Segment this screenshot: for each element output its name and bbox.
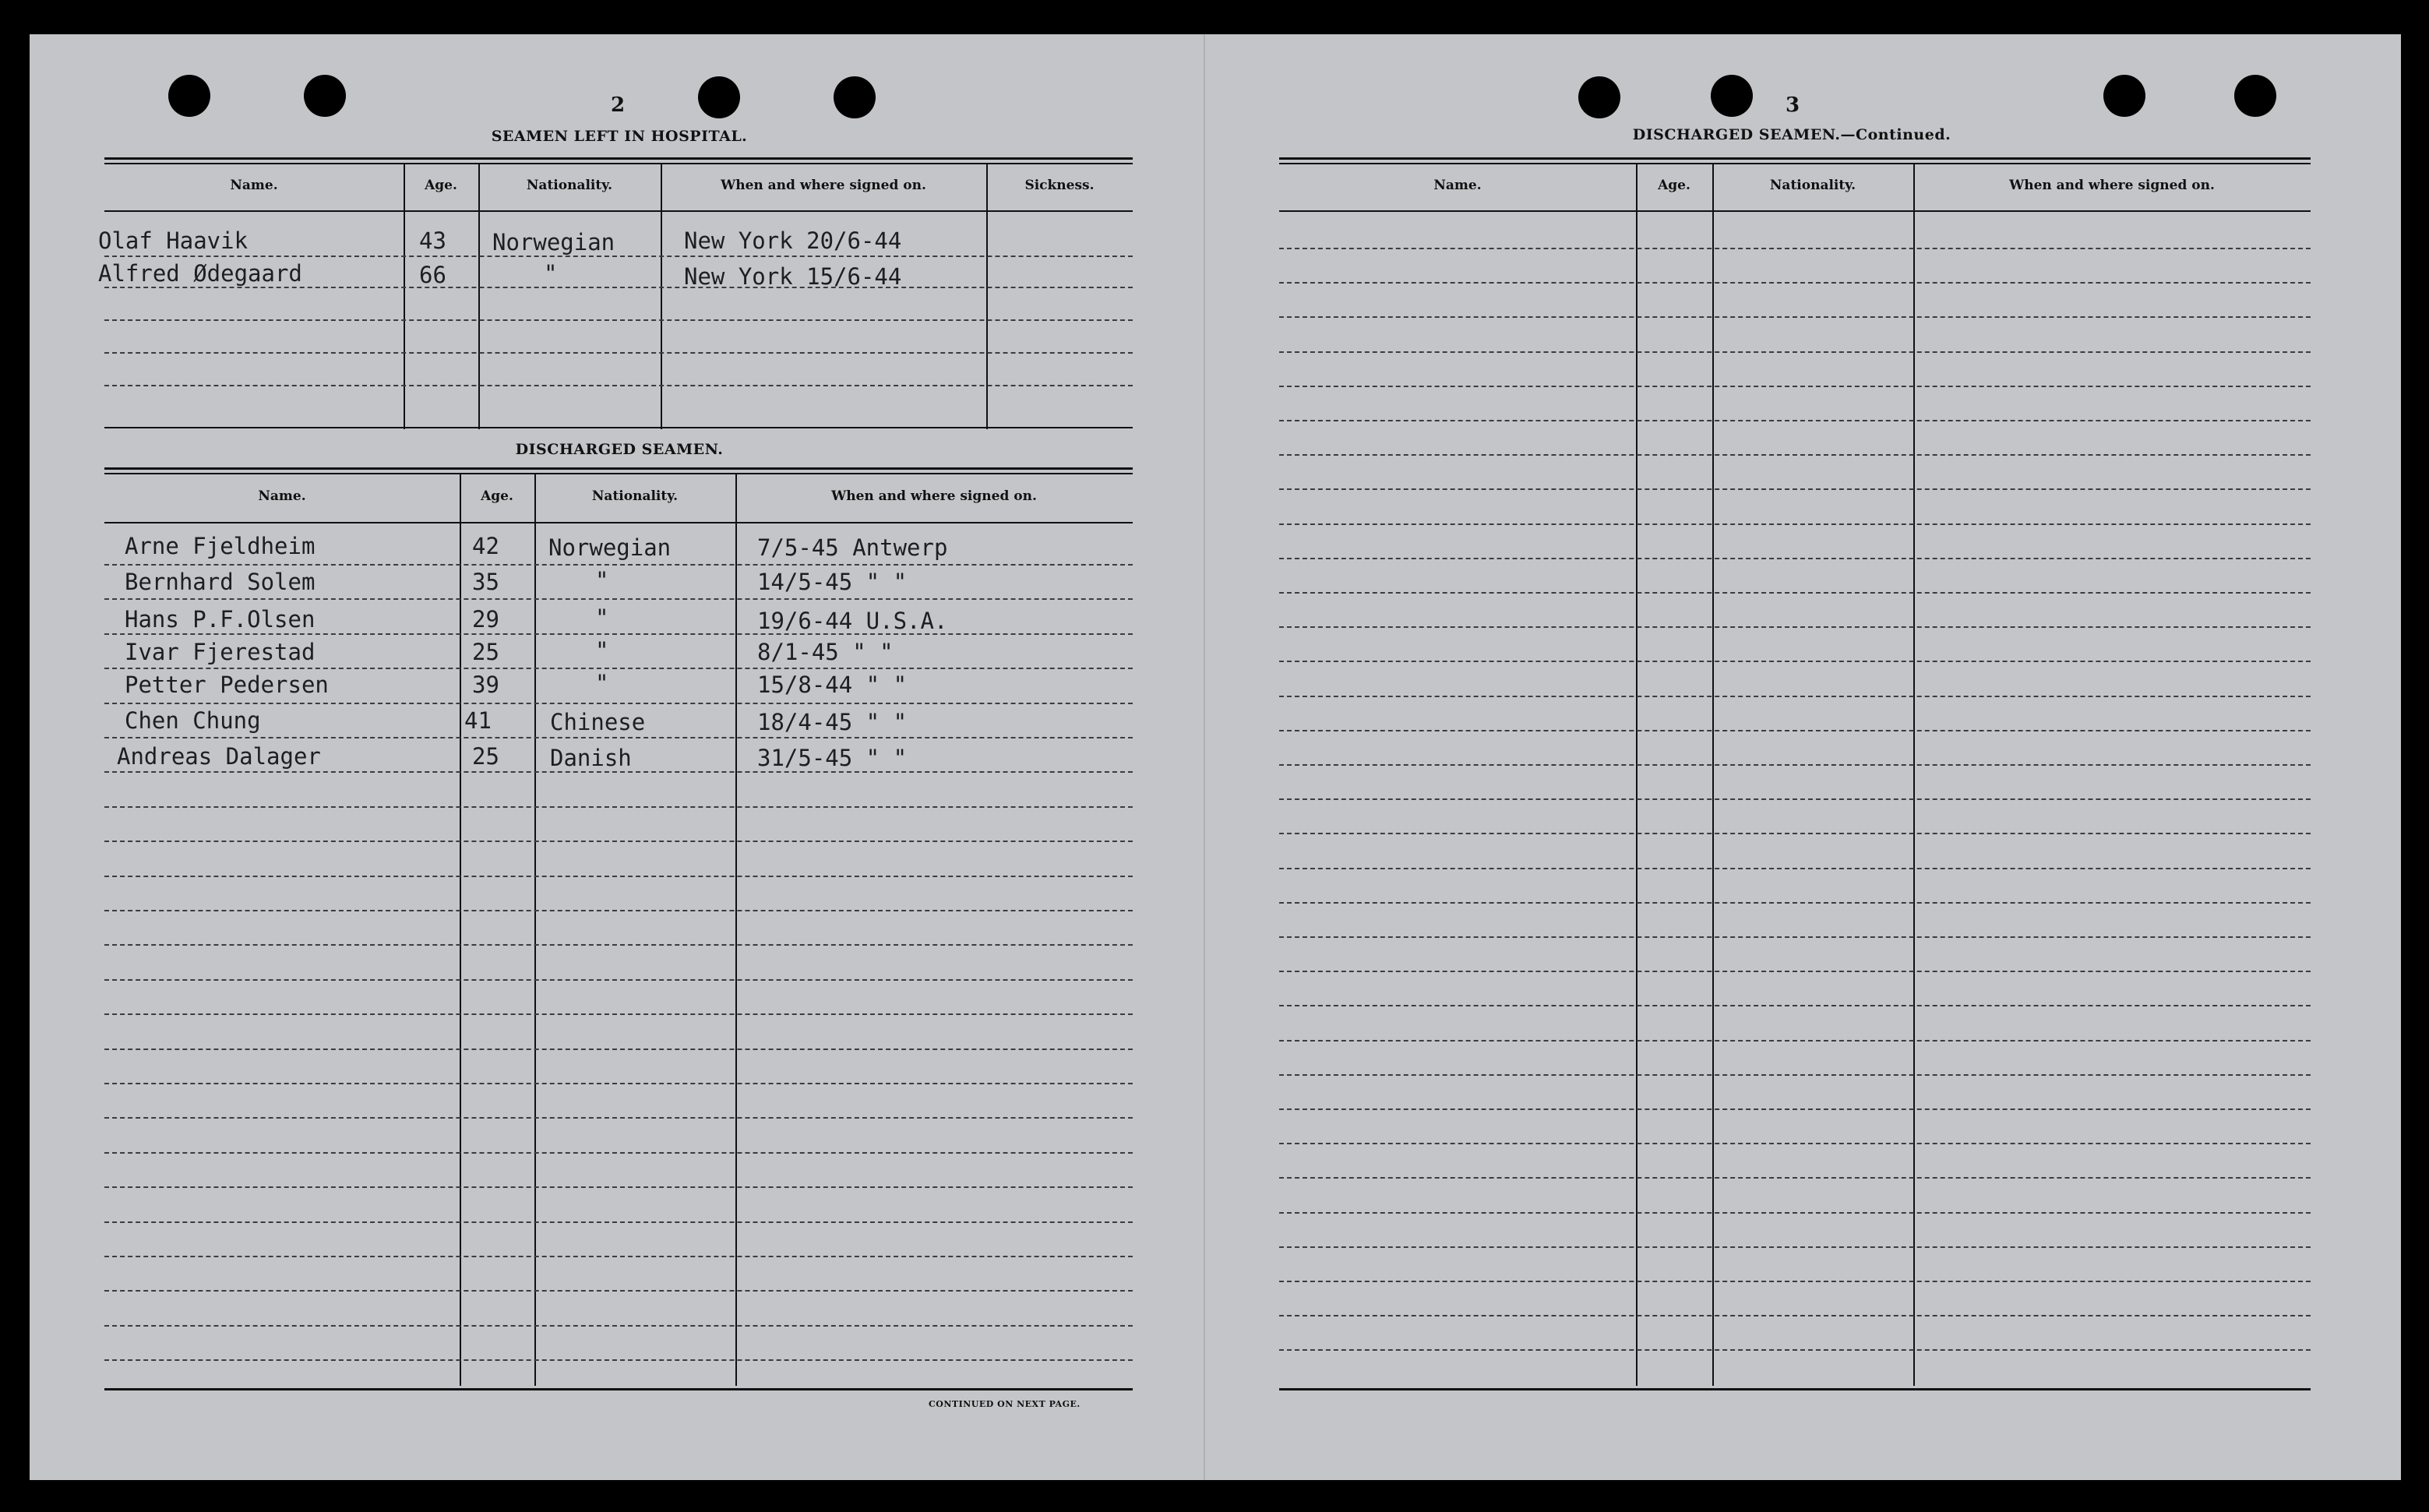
row-line [104, 1325, 1133, 1327]
row-line [1279, 764, 2311, 766]
discharged-age-cell: 29 [472, 606, 499, 633]
column-header: When and where signed on. [721, 178, 926, 193]
column-divider [661, 164, 662, 429]
row-line [104, 737, 1133, 738]
discharged-signed-on-cell: 18/4-45 " " [757, 709, 908, 735]
row-line [104, 1083, 1133, 1084]
row-line [1279, 1040, 2311, 1041]
discharged-nationality-cell: " [595, 604, 609, 631]
column-divider [735, 474, 737, 1386]
row-line [1279, 1005, 2311, 1006]
row-line [104, 876, 1133, 877]
row-line [1279, 661, 2311, 662]
center-fold [1204, 34, 1205, 1480]
row-line [104, 1152, 1133, 1154]
discharged-section-title: DISCHARGED SEAMEN. [515, 441, 724, 458]
discharged-age-cell: 35 [472, 569, 499, 595]
discharged-signed-on-cell: 19/6-44 U.S.A. [757, 608, 948, 634]
discharged-continued-title: DISCHARGED SEAMEN.—Continued. [1632, 126, 1951, 143]
column-header: Name. [230, 178, 278, 193]
punch-hole [834, 76, 876, 118]
discharged-name-cell: Petter Pedersen [125, 671, 329, 698]
row-line [104, 944, 1133, 946]
discharged-age-cell: 39 [472, 671, 499, 698]
row-line [1279, 936, 2311, 938]
row-line [1279, 1315, 2311, 1316]
discharged-name-cell: Bernhard Solem [125, 569, 316, 595]
column-header: Sickness. [1024, 178, 1095, 193]
punch-hole [2234, 75, 2276, 117]
discharged-age-cell: 42 [472, 533, 499, 559]
row-line [1279, 971, 2311, 972]
discharged-signed-on-cell: 15/8-44 " " [757, 671, 908, 698]
row-line [1279, 1246, 2311, 1248]
punch-hole [168, 75, 210, 117]
row-line [1279, 386, 2311, 387]
hospital-signed-on-cell: New York 20/6-44 [684, 227, 902, 254]
row-line [1279, 1143, 2311, 1144]
discharged-nationality-cell: " [595, 670, 609, 696]
column-header: Age. [425, 178, 457, 193]
column-header: Nationality. [526, 178, 613, 193]
table-bottom-rule [104, 1388, 1133, 1390]
row-line [104, 1359, 1133, 1361]
discharged-age-cell: 25 [472, 639, 499, 665]
row-line [1279, 420, 2311, 421]
row-line [1279, 351, 2311, 353]
column-divider [478, 164, 480, 429]
column-divider [1913, 164, 1915, 1386]
discharged-nationality-cell: Norwegian [548, 534, 672, 561]
column-header: Name. [258, 488, 306, 504]
hospital-signed-on-cell: New York 15/6-44 [684, 263, 902, 290]
table-bottom-rule [1279, 1388, 2311, 1390]
row-line [104, 979, 1133, 981]
row-line [1279, 248, 2311, 249]
hospital-section-title: SEAMEN LEFT IN HOSPITAL. [491, 128, 748, 145]
row-line [104, 1290, 1133, 1292]
discharged-name-cell: Andreas Dalager [117, 743, 321, 770]
column-header: Nationality. [591, 488, 679, 504]
row-line [104, 1256, 1133, 1257]
row-line [104, 806, 1133, 808]
discharged-nationality-cell: " [595, 637, 609, 664]
row-line [1279, 316, 2311, 318]
row-line [1279, 1108, 2311, 1110]
row-line [104, 1117, 1133, 1119]
hospital-name-cell: Olaf Haavik [98, 227, 249, 254]
row-line [1279, 488, 2311, 490]
discharged-age-cell: 41 [464, 707, 492, 734]
punch-hole [1578, 76, 1620, 118]
row-line [1279, 523, 2311, 525]
row-line [1279, 282, 2311, 284]
discharged-name-cell: Chen Chung [125, 707, 261, 734]
page-number-left: 2 [611, 93, 626, 117]
row-line [1279, 1349, 2311, 1351]
table-rule [104, 210, 1133, 212]
discharged-name-cell: Arne Fjeldheim [125, 533, 316, 559]
punch-hole [1711, 75, 1753, 117]
row-line [1279, 868, 2311, 869]
column-divider [1712, 164, 1714, 1386]
row-line [1279, 592, 2311, 594]
row-line [1279, 1281, 2311, 1282]
row-line [104, 841, 1133, 842]
row-line [104, 287, 1133, 288]
discharged-signed-on-cell: 31/5-45 " " [757, 745, 908, 771]
discharged-signed-on-cell: 8/1-45 " " [757, 639, 894, 665]
column-divider [534, 474, 536, 1386]
continued-note: CONTINUED ON NEXT PAGE. [929, 1399, 1081, 1409]
punch-hole [304, 75, 346, 117]
row-line [104, 352, 1133, 354]
column-header: When and where signed on. [831, 488, 1037, 504]
table-rule [1279, 157, 2311, 160]
discharged-nationality-cell: Chinese [550, 709, 646, 735]
hospital-age-cell: 43 [419, 227, 446, 254]
row-line [104, 319, 1133, 321]
punch-hole [698, 76, 740, 118]
table-rule [104, 157, 1133, 160]
column-header: Age. [481, 488, 513, 504]
punch-hole [2103, 75, 2145, 117]
page-number-right: 3 [1786, 93, 1800, 117]
row-line [1279, 833, 2311, 834]
row-line [1279, 558, 2311, 559]
row-line [104, 564, 1133, 566]
table-rule [104, 163, 1133, 164]
row-line [104, 771, 1133, 773]
row-line [104, 703, 1133, 704]
table-rule [104, 427, 1133, 428]
discharged-nationality-cell: Danish [550, 745, 632, 771]
row-line [104, 633, 1133, 635]
table-rule [104, 473, 1133, 474]
table-rule [1279, 210, 2311, 212]
column-header: Nationality. [1769, 178, 1856, 193]
hospital-age-cell: 66 [419, 262, 446, 288]
row-line [1279, 902, 2311, 904]
row-line [104, 1049, 1133, 1050]
table-rule [104, 467, 1133, 470]
row-line [104, 598, 1133, 600]
discharged-signed-on-cell: 7/5-45 Antwerp [757, 534, 948, 561]
table-rule [104, 522, 1133, 523]
row-line [1279, 730, 2311, 731]
table-rule [1279, 163, 2311, 164]
row-line [1279, 696, 2311, 697]
discharged-name-cell: Ivar Fjerestad [125, 639, 316, 665]
row-line [1279, 454, 2311, 456]
discharged-name-cell: Hans P.F.Olsen [125, 606, 316, 633]
hospital-name-cell: Alfred Ødegaard [98, 260, 302, 287]
column-divider [986, 164, 988, 429]
column-header: Age. [1658, 178, 1690, 193]
discharged-age-cell: 25 [472, 743, 499, 770]
column-header: Name. [1433, 178, 1482, 193]
column-divider [404, 164, 405, 429]
row-line [104, 1013, 1133, 1015]
hospital-nationality-cell: Norwegian [492, 229, 615, 256]
row-line [1279, 626, 2311, 628]
row-line [104, 1186, 1133, 1188]
row-line [104, 385, 1133, 386]
column-divider [460, 474, 461, 1386]
row-line [104, 256, 1133, 257]
row-line [1279, 1074, 2311, 1076]
document-sheet [30, 34, 2401, 1480]
column-header: When and where signed on. [2009, 178, 2215, 193]
row-line [104, 910, 1133, 911]
hospital-nationality-cell: " [544, 260, 558, 287]
row-line [104, 1221, 1133, 1223]
discharged-signed-on-cell: 14/5-45 " " [757, 569, 908, 595]
row-line [104, 668, 1133, 669]
row-line [1279, 1212, 2311, 1214]
column-divider [1636, 164, 1638, 1386]
row-line [1279, 798, 2311, 800]
row-line [1279, 1177, 2311, 1179]
discharged-nationality-cell: " [595, 567, 609, 594]
